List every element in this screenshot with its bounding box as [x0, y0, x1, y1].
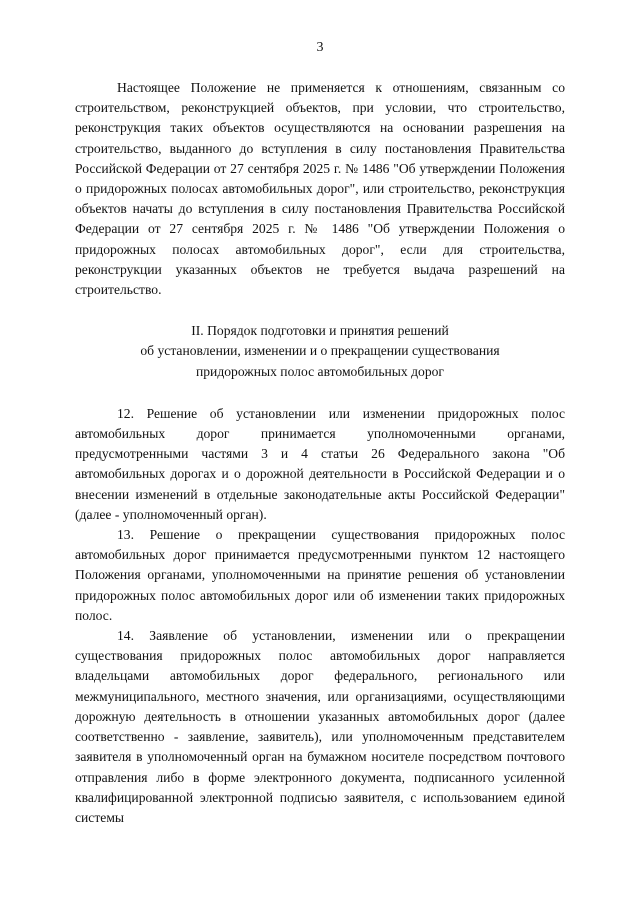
section-heading-line-3: придорожных полос автомобильных дорог — [195, 363, 445, 379]
document-body — [75, 78, 565, 828]
paragraph-13: 13. Решение о прекращении существования придорожных полос автомобильных дорог принимается предусмотренными пунктом 12 настоящего Положения органами, уполномоченными на принятие решения об установлении придорожных полос автомобильных дорог или об изменении таких придорожных полос. — [75, 527, 565, 623]
section-heading — [75, 321, 565, 382]
paragraph-14: 14. Заявление об установлении, изменении или о прекращении существования придорожных полос автомобильных дорог направляется владельцами автомобильных дорог федерального, регионального или межмуниципального, местного значения, или организациями, осуществляющими дорожную деятельность в отношении указанных автомобильных дорог (далее соответственно - заявление, заявитель), или уполномоченным представителем заявителя в уполномоченный орган на бумажном носителе посредством почтового отправления либо в форме электронного документа, подписанного усиленной квалифицированной электронной подписью заявителя, с использованием единой системы — [75, 628, 565, 825]
paragraph-scope-exclusion: Настоящее Положение не применяется к отношениям, связанным со строительством, реконструкцией объектов, при условии, что строительство, реконструкция таких объектов осуществляются на основании разрешения на строительство, выданного до вступления в силу постановления Правительства Российской Федерации от 27 сентября 2025 г. № 1486 "Об утверждении Положения о придорожных полосах автомобильных дорог", или строительство, реконструкция объектов начаты до вступления в силу постановления Правительства Российской Федерации от 27 сентября 2025 г. № 1486 "Об утверждении Положения о придорожных полосах автомобильных дорог", если для строительства, реконструкции указанных объектов не требуется выдача разрешений на строительство. — [75, 80, 565, 298]
section-heading-line-1: II. Порядок подготовки и принятия решений — [191, 323, 449, 339]
paragraph-12: 12. Решение об установлении или изменении придорожных полос автомобильных дорог принимается уполномоченными органами, предусмотренными частями 3 и 4 статьи 26 Федерального закона "Об автомобильных дорогах и о дорожной деятельности в Российской Федерации и о внесении изменений в отдельные законодательные акты Российской Федерации" (далее - уполномоченный орган). — [75, 405, 565, 522]
page-number: 3 — [316, 40, 324, 55]
section-heading-line-2: об установлении, изменении и о прекращении существования — [140, 343, 500, 359]
